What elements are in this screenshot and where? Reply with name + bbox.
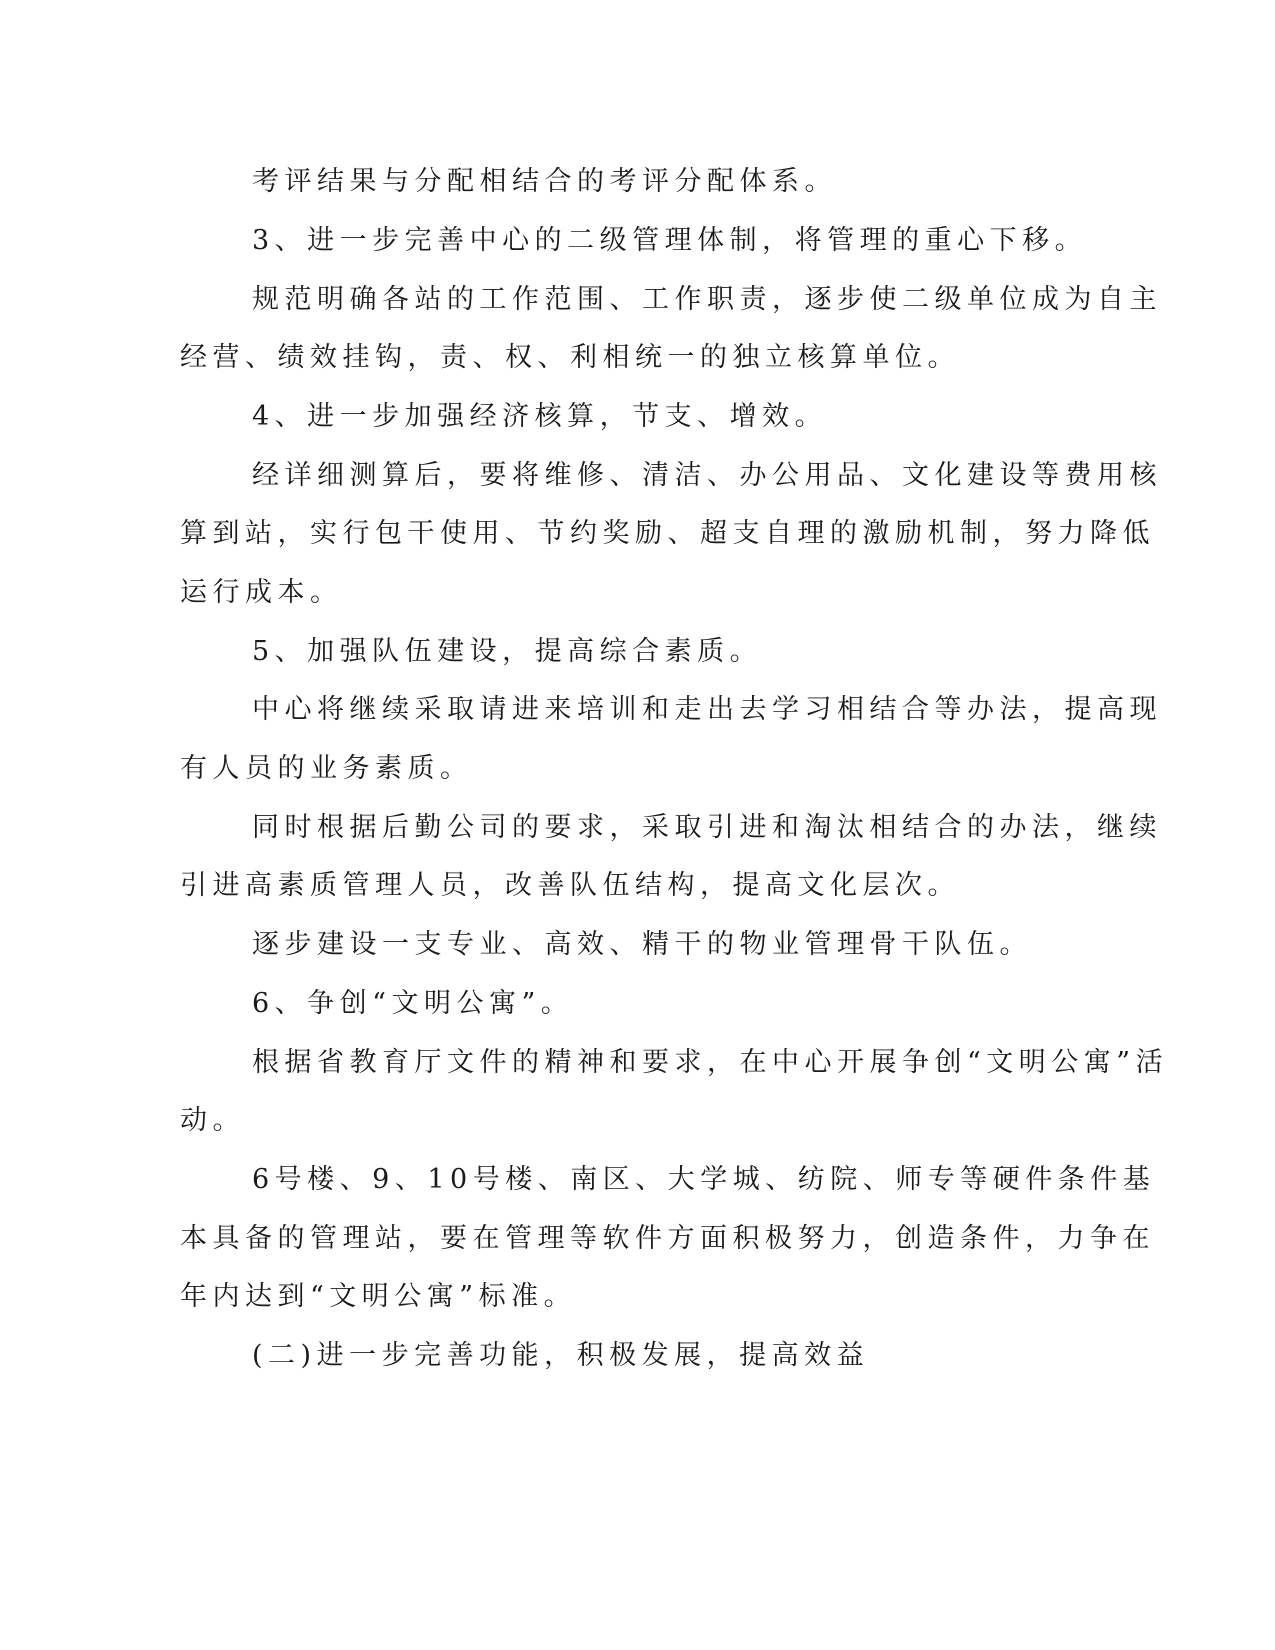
paragraph-line: 3、进一步完善中心的二级管理体制，将管理的重心下移。 <box>252 225 1088 256</box>
paragraph-line: 经营、绩效挂钩，责、权、利相统一的独立核算单位。 <box>180 342 960 373</box>
paragraph-line: 4、进一步加强经济核算，节支、增效。 <box>252 401 828 432</box>
paragraph-line: 算到站，实行包干使用、节约奖励、超支自理的激励机制，努力降低 <box>180 518 1155 549</box>
paragraph-line: 同时根据后勤公司的要求，采取引进和淘汰相结合的办法，继续 <box>252 812 1162 843</box>
paragraph-line: 中心将继续采取请进来培训和走出去学习相结合等办法，提高现 <box>252 694 1162 725</box>
paragraph-line: 运行成本。 <box>180 577 343 608</box>
section-heading: (二)进一步完善功能，积极发展，提高效益 <box>252 1340 870 1371</box>
paragraph-line: 根据省教育厅文件的精神和要求，在中心开展争创“文明公寓”活 <box>252 1047 1169 1078</box>
paragraph-line: 逐步建设一支专业、高效、精干的物业管理骨干队伍。 <box>252 929 1032 960</box>
paragraph-line: 本具备的管理站，要在管理等软件方面积极努力，创造条件，力争在 <box>180 1223 1155 1254</box>
paragraph-line: 经详细测算后，要将维修、清洁、办公用品、文化建设等费用核 <box>252 460 1162 491</box>
paragraph-line: 5、加强队伍建设，提高综合素质。 <box>252 636 763 667</box>
paragraph-line: 6、争创“文明公寓”。 <box>252 988 574 1019</box>
paragraph-line: 考评结果与分配相结合的考评分配体系。 <box>252 166 837 197</box>
paragraph-line: 规范明确各站的工作范围、工作职责，逐步使二级单位成为自主 <box>252 284 1162 315</box>
paragraph-line: 年内达到“文明公寓”标准。 <box>180 1281 577 1312</box>
paragraph-line: 6号楼、9、10号楼、南区、大学城、纺院、师专等硬件条件基 <box>252 1164 1156 1195</box>
paragraph-line: 动。 <box>180 1105 245 1136</box>
paragraph-line: 引进高素质管理人员，改善队伍结构，提高文化层次。 <box>180 870 960 901</box>
paragraph-line: 有人员的业务素质。 <box>180 753 473 784</box>
